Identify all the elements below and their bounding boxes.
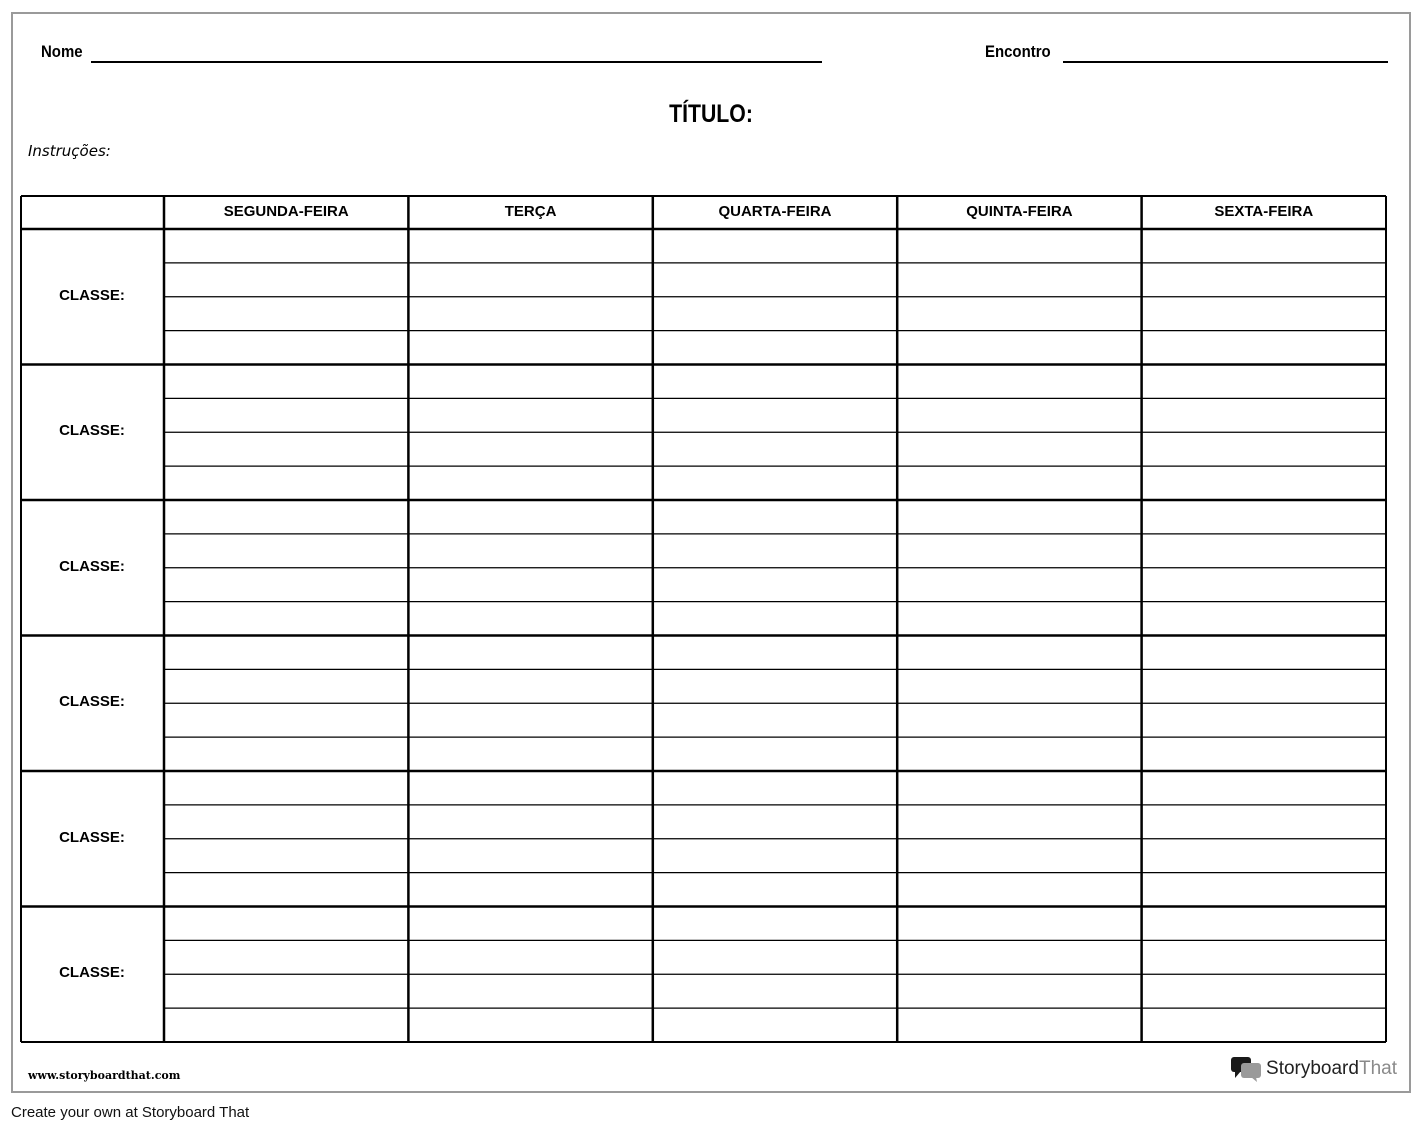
create-your-own-link[interactable]: Create your own at Storyboard That [11, 1104, 250, 1121]
meeting-field[interactable] [1063, 61, 1388, 63]
day-header-1: SEGUNDA-FEIRA [223, 203, 349, 220]
class-label: CLASSE: [59, 693, 125, 711]
worksheet-page [11, 12, 1411, 1093]
brand-main: Storyboard [1266, 1058, 1359, 1079]
day-header-2: TERÇA [504, 203, 557, 220]
website-url: www.storyboardthat.com [28, 1069, 181, 1082]
name-field[interactable] [91, 61, 822, 63]
instructions-label: Instruções: [28, 142, 111, 160]
day-header-5: SEXTA-FEIRA [1214, 203, 1314, 220]
brand-light: That [1358, 1058, 1397, 1079]
class-label: CLASSE: [59, 964, 125, 982]
schedule-grid [20, 195, 1388, 1045]
storyboardthat-logo [1230, 1056, 1397, 1082]
class-label: CLASSE: [59, 828, 125, 846]
speech-bubbles-icon [1230, 1056, 1262, 1082]
worksheet-title: TÍTULO: [669, 100, 753, 128]
class-label: CLASSE: [59, 286, 125, 304]
class-label: CLASSE: [59, 557, 125, 575]
meeting-label: Encontro [985, 42, 1051, 61]
day-header-4: QUINTA-FEIRA [966, 203, 1073, 220]
name-label: Nome [41, 42, 83, 61]
class-label: CLASSE: [59, 422, 125, 440]
day-header-3: QUARTA-FEIRA [718, 203, 832, 220]
